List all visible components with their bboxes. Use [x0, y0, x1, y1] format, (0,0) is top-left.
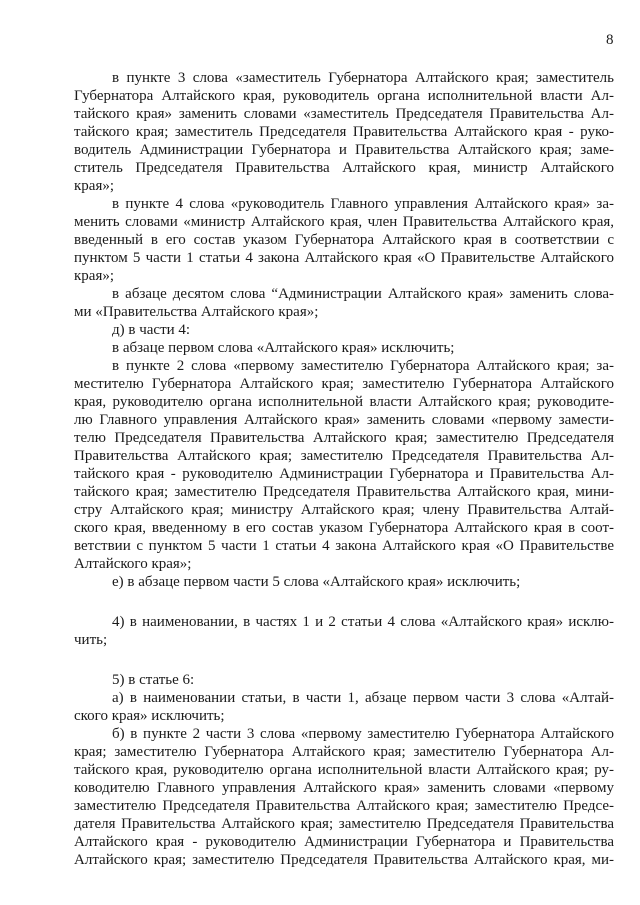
text-line: лю Главного управления Алтайского края» заменить словами «первому замести-	[74, 412, 614, 428]
text-line: ститель Председателя Правительства Алтайского края, министр Алтайского	[74, 160, 614, 176]
text-line: Алтайского края; заместителю Председателя Правительства Алтайского края, ми-	[74, 852, 614, 868]
page-number: 8	[606, 32, 614, 48]
text-line: ми «Правительства Алтайского края»;	[74, 304, 319, 320]
text-line: в пункте 2 слова «первому заместителю Губернатора Алтайского края; за-	[112, 358, 614, 374]
text-line: пунктом 5 части 1 статьи 4 закона Алтайского края «О Правительстве Алтайского	[74, 250, 614, 266]
text-line: водитель Администрации Губернатора и Правительства Алтайского края; заме-	[74, 142, 614, 158]
text-line: тайского края - руководителю Администрации Губернатора и Правительства Ал-	[74, 466, 614, 482]
text-line: местителю Губернатора Алтайского края; заместителю Губернатора Алтайского	[74, 376, 614, 392]
text-line: а) в наименовании статьи, в части 1, абзаце первом части 3 слова «Алтай-	[112, 690, 614, 706]
text-line: б) в пункте 2 части 3 слова «первому заместителю Губернатора Алтайского	[112, 726, 614, 742]
text-line: тайского края; заместителю Председателя Правительства Алтайского края, мини-	[74, 484, 614, 500]
text-line: ветствии с пунктом 5 части 1 статьи 4 закона Алтайского края «О Правительстве	[74, 538, 614, 554]
text-line: стру Алтайского края; министру Алтайского края; члену Правительства Алтай-	[74, 502, 614, 518]
text-line: в пункте 4 слова «руководитель Главного управления Алтайского края» за-	[112, 196, 614, 212]
text-line: ского края» исключить;	[74, 708, 225, 724]
text-line: е) в абзаце первом части 5 слова «Алтайского края» исключить;	[112, 574, 521, 590]
text-line: дателя Правительства Алтайского края; заместителю Председателя Правительства	[74, 816, 614, 832]
text-line: Губернатора Алтайского края, руководитель органа исполнительной власти Ал-	[74, 88, 614, 104]
text-line: края»;	[74, 178, 115, 194]
text-line: края; заместителю Губернатора Алтайского края; заместителю Губернатора Ал-	[74, 744, 614, 760]
text-line: Алтайского края - руководителю Администрации Губернатора и Правительства	[74, 834, 614, 850]
text-line: в пункте 3 слова «заместитель Губернатора Алтайского края; заместитель	[112, 70, 614, 86]
text-line: телю Председателя Правительства Алтайского края; заместителю Председателя	[74, 430, 614, 446]
text-line: д) в части 4:	[112, 322, 191, 338]
text-line: тайского края, руководителю органа исполнительной власти Алтайского края; ру-	[74, 762, 614, 778]
text-line: края»;	[74, 268, 115, 284]
text-line: введенный в его состав указом Губернатора Алтайского края в соответствии с	[74, 232, 614, 248]
text-line: Правительства Алтайского края; заместителю Председателя Правительства Ал-	[74, 448, 614, 464]
text-line: чить;	[74, 632, 108, 648]
text-line: заместителю Председателя Правительства Алтайского края; заместителю Предсе-	[74, 798, 614, 814]
text-line: тайского края» заменить словами «заместитель Председателя Правительства Ал-	[74, 106, 614, 122]
text-line: 5) в статье 6:	[112, 672, 195, 688]
text-line: 4) в наименовании, в частях 1 и 2 статьи 4 слова «Алтайского края» исклю-	[112, 614, 614, 630]
text-line: в абзаце десятом слова “Администрации Алтайского края» заменить слова-	[112, 286, 614, 302]
text-line: тайского края; заместитель Председателя Правительства Алтайского края - руко-	[74, 124, 614, 140]
text-line: края, руководителю органа исполнительной власти Алтайского края; руководите-	[74, 394, 614, 410]
text-line: Алтайского края»;	[74, 556, 192, 572]
text-line: менить словами «министр Алтайского края, член Правительства Алтайского края,	[74, 214, 614, 230]
text-line: ского края, введенному в его состав указом Губернатора Алтайского края в соот-	[74, 520, 614, 536]
text-line: ководителю Главного управления Алтайского края» заменить словами «первому	[74, 780, 614, 796]
text-line: в абзаце первом слова «Алтайского края» исключить;	[112, 340, 455, 356]
